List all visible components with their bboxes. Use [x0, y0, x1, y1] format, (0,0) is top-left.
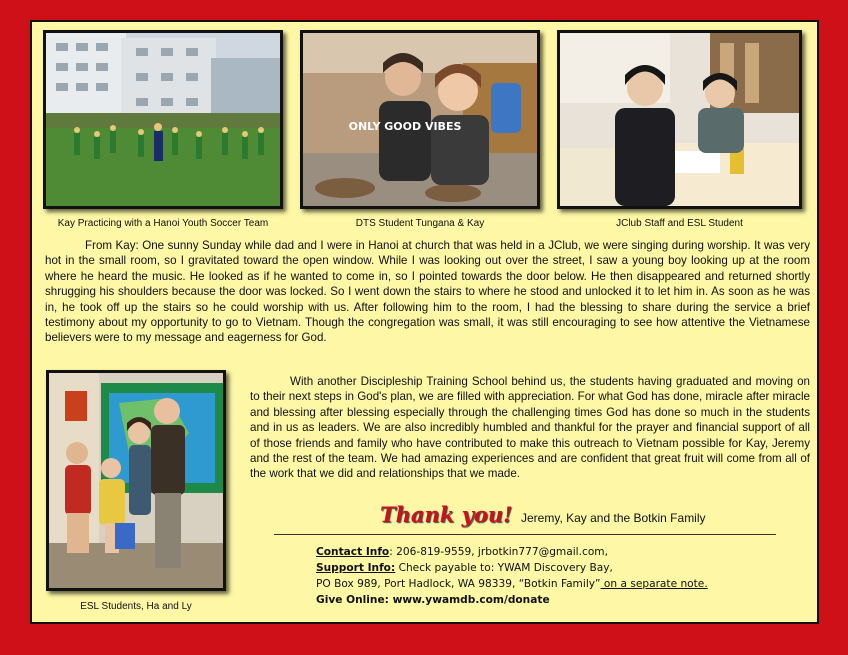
give-online-line	[316, 592, 708, 608]
support-info-label: Support Info:	[316, 562, 396, 574]
photo-caption: ESL Students, Ha and Ly	[80, 601, 192, 612]
newsletter-page	[30, 20, 819, 624]
shirt-print: ONLY GOOD VIBES	[348, 120, 462, 133]
closing-paragraph	[250, 374, 810, 482]
contact-info-line	[316, 544, 708, 560]
address-line	[316, 576, 708, 592]
story-paragraph	[45, 238, 810, 346]
soccer-team-photo	[43, 30, 283, 209]
contact-block	[316, 544, 708, 608]
give-online-label: Give Online:	[316, 594, 389, 606]
photo-caption: DTS Student Tungana & Kay	[355, 218, 485, 229]
support-info-value: Check payable to: YWAM Discovery Bay,	[395, 562, 613, 574]
jclub-staff-photo	[557, 30, 802, 209]
support-info-line	[316, 560, 708, 576]
contact-info-value[interactable]: : 206-819-9559, jrbotkin777@gmail.com,	[389, 546, 608, 558]
photo-caption: Kay Practicing with a Hanoi Youth Soccer Team	[57, 218, 269, 229]
mailing-address: PO Box 989, Port Hadlock, WA 98339, “Botkin Family”	[316, 578, 601, 590]
thank-you-title: Thank you!	[380, 502, 513, 527]
address-note: on a separate note.	[600, 578, 708, 590]
signature: Jeremy, Kay and the Botkin Family	[521, 511, 706, 525]
closing-text: With another Discipleship Training School behind us, the students having graduated and moving on to their next steps in God's plan, we are filled with appreciation. For what God has done, miracle after miracle and blessing after blessing especially through the challenging times God has done so much in the students and in us as leaders. We are also incredibly humbled and thankful for the prayer and financial support of all of those friends and family who have contributed to make this outreach to Vietnam possible for Kay, Jeremy and the rest of the team. We had amazing experiences and are confident that great fruit will come from all of the work that we did and relationships that we made.	[250, 375, 810, 481]
story-text: From Kay: One sunny Sunday while dad and I were in Hanoi at church that was held in a JClub, we were singing during worship. It was very hot in the small room, so I gravitated toward the open window. While I was looking out over the street, I saw a young boy looking up at the room where he heard the music. He looked as if he wanted to come in, so I pointed towards the door below. He then disappeared and returned shortly shrugging his shoulders because the door was locked. So I went down the stairs to where he stood and unlocked it to let him in. As soon as he was in, he took off up the stairs so he could worship with us. After following him to the room, I had the blessing to share during the service a brief testimony about my opportunity to go to Vietnam. Though the congregation was small, it was still encouraging to see how attentive the Vietnamese believers were to my message and eagerness for God.	[45, 239, 810, 345]
divider	[274, 534, 776, 535]
esl-students-photo	[46, 370, 226, 591]
donate-link[interactable]: www.ywamdb.com/donate	[388, 594, 550, 606]
photo-caption: JClub Staff and ESL Student	[616, 218, 743, 229]
contact-info-label: Contact Info	[316, 546, 390, 558]
dts-student-photo	[300, 30, 540, 209]
